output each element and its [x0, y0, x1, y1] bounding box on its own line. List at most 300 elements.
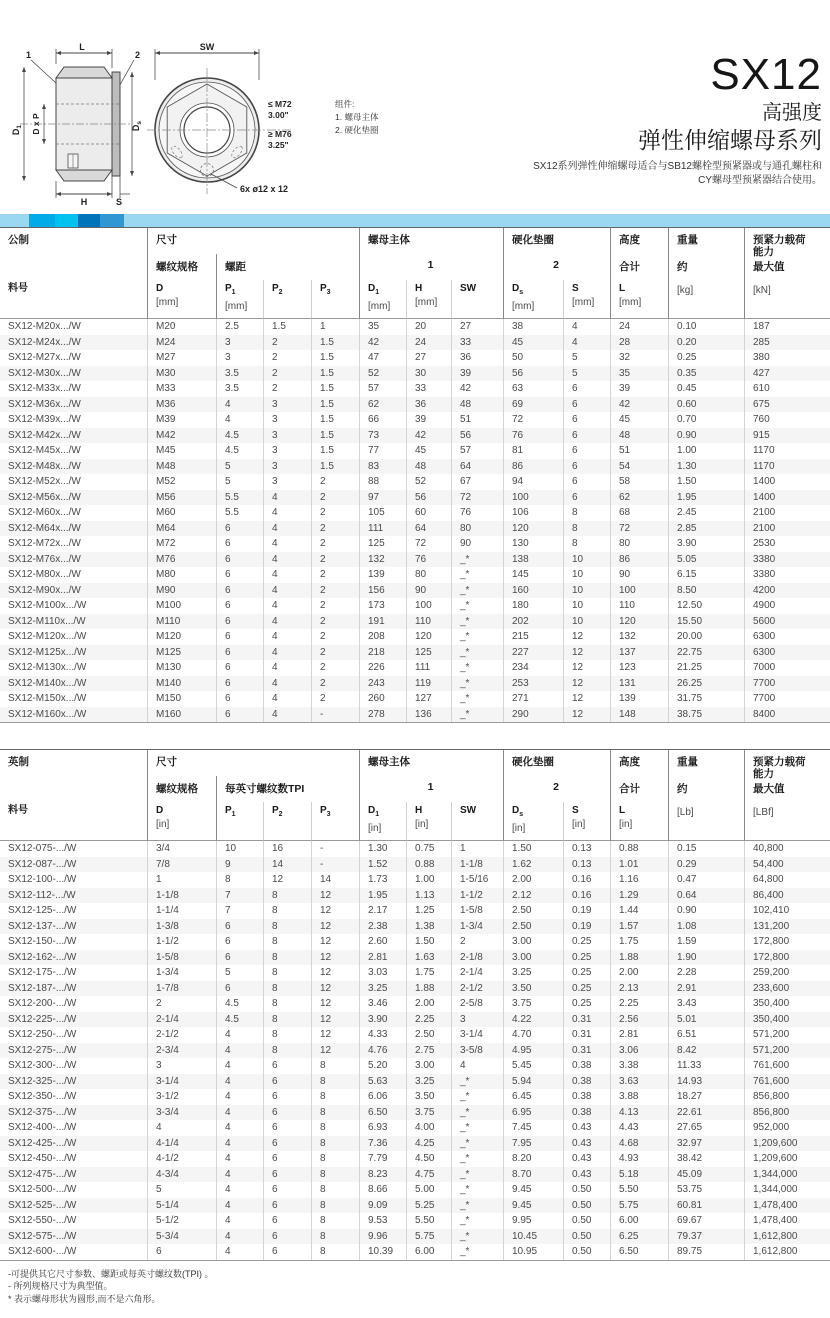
table-cell: 57 [359, 381, 406, 397]
table-cell: 856,800 [744, 1089, 830, 1105]
table-cell: 2-1/4 [451, 965, 503, 981]
column-header: L [mm] [610, 280, 668, 319]
table-cell: 952,000 [744, 1120, 830, 1136]
table-cell: 6 [263, 1167, 311, 1183]
group-header-size: 尺寸 [147, 228, 359, 254]
table-cell: 5-3/4 [147, 1229, 216, 1245]
table-cell: 5 [563, 350, 610, 366]
table-cell: 72 [610, 521, 668, 537]
table-cell: 6.51 [668, 1027, 744, 1043]
table-cell: 69 [503, 397, 563, 413]
table-cell: _* [451, 660, 503, 676]
group-header-preload: 预紧力载荷能力 [744, 228, 830, 254]
table-cell: 915 [744, 428, 830, 444]
table-cell: - [311, 841, 359, 857]
table-cell: 173 [359, 598, 406, 614]
table-cell: 4200 [744, 583, 830, 599]
table-cell: 8.66 [359, 1182, 406, 1198]
table-cell: 10 [563, 614, 610, 630]
table-cell: 0.50 [563, 1198, 610, 1214]
table-cell: 610 [744, 381, 830, 397]
table-cell: 0.90 [668, 428, 744, 444]
table-cell: 8 [563, 505, 610, 521]
table-cell: 4.50 [406, 1151, 451, 1167]
table-cell: 6 [563, 428, 610, 444]
table-cell: 4.5 [216, 1012, 263, 1028]
table-cell: 80 [406, 567, 451, 583]
table-cell: 12 [563, 645, 610, 661]
table-cell: _* [451, 1120, 503, 1136]
table-cell: M24 [147, 335, 216, 351]
table-cell: 0.29 [668, 857, 744, 873]
table-cell: 5600 [744, 614, 830, 630]
table-cell: 5 [147, 1182, 216, 1198]
table-cell: 2.12 [503, 888, 563, 904]
table-cell: 3 [263, 428, 311, 444]
table-cell: 120 [503, 521, 563, 537]
table-cell: 0.25 [563, 996, 610, 1012]
table-cell: 12 [563, 691, 610, 707]
part-number-cell: SX12-125-.../W [8, 905, 77, 916]
part-number-cell: SX12-275-.../W [0, 1043, 147, 1059]
imperial-table [0, 749, 830, 1261]
table-cell: 380 [744, 350, 830, 366]
table-cell: M45 [147, 443, 216, 459]
table-cell: 138 [503, 552, 563, 568]
table-cell: 1-1/2 [147, 934, 216, 950]
table-cell: 1.5 [263, 319, 311, 335]
part-number-cell: SX12-162-.../W [0, 950, 147, 966]
table-cell: M160 [147, 707, 216, 723]
table-cell: 4 [563, 335, 610, 351]
table-cell: 76 [503, 428, 563, 444]
accent-bar-segment [55, 214, 78, 227]
table-cell: 4-1/4 [147, 1136, 216, 1152]
table-cell: 2 [263, 335, 311, 351]
table-cell: 3 [263, 397, 311, 413]
table-cell: 6 [263, 1198, 311, 1214]
table-cell: 1.01 [610, 857, 668, 873]
dim-label-DxP: D x P [31, 113, 41, 135]
part-number-cell: SX12-M20x.../W [8, 321, 81, 332]
table-cell: 2 [311, 629, 359, 645]
table-cell: 8 [311, 1151, 359, 1167]
table-cell: 12 [311, 934, 359, 950]
subheader-total: 合计 [610, 776, 668, 802]
table-cell: 6 [263, 1151, 311, 1167]
table-cell: 38.42 [668, 1151, 744, 1167]
table-cell: 4 [263, 629, 311, 645]
table-cell: 2.5 [216, 319, 263, 335]
legend-item-2: 2. 硬化垫圈 [335, 125, 379, 135]
table-cell: 62 [359, 397, 406, 413]
column-header: 料号 [0, 280, 147, 319]
table-cell: 6 [263, 1136, 311, 1152]
table-cell: M150 [147, 691, 216, 707]
legend-title: 组件: [335, 99, 355, 109]
table-cell: M110 [147, 614, 216, 630]
part-number-cell: SX12-087-.../W [0, 857, 147, 873]
table-cell: 2 [311, 536, 359, 552]
table-cell: 1.95 [359, 888, 406, 904]
table-cell: 6.15 [668, 567, 744, 583]
table-cell: M30 [147, 366, 216, 382]
table-cell: 2100 [744, 521, 830, 537]
table-cell: 139 [359, 567, 406, 583]
table-cell: 1.30 [668, 459, 744, 475]
table-cell: 27 [406, 350, 451, 366]
table-cell: 8.42 [668, 1043, 744, 1059]
table-cell: 131 [610, 676, 668, 692]
part-number-cell: SX12-175-.../W [8, 967, 77, 978]
table-cell: 12 [563, 676, 610, 692]
table-cell: 4 [263, 614, 311, 630]
table-cell: 6 [563, 397, 610, 413]
table-cell: 3 [451, 1012, 503, 1028]
table-cell: 3.88 [610, 1089, 668, 1105]
part-number-cell: SX12-500-.../W [8, 1184, 77, 1195]
table-cell: 0.38 [563, 1089, 610, 1105]
table-cell: 0.43 [563, 1120, 610, 1136]
table-cell: 1.50 [503, 841, 563, 857]
table-cell: 7700 [744, 691, 830, 707]
table-cell: 6 [216, 707, 263, 723]
table-cell: 6 [263, 1229, 311, 1245]
table-cell: M27 [147, 350, 216, 366]
table-cell: 39 [406, 412, 451, 428]
table-cell: 3-1/2 [147, 1089, 216, 1105]
table-cell: 27 [451, 319, 503, 335]
table-cell: 48 [451, 397, 503, 413]
table-cell: 2-1/4 [147, 1012, 216, 1028]
table-cell: 8 [263, 934, 311, 950]
table-cell: 6.45 [503, 1089, 563, 1105]
table-cell: 7 [216, 888, 263, 904]
table-cell: 4 [563, 319, 610, 335]
table-cell: 2 [263, 366, 311, 382]
table-cell: 12 [311, 950, 359, 966]
table-cell: _* [451, 583, 503, 599]
table-cell: 80 [451, 521, 503, 537]
table-cell: 285 [744, 335, 830, 351]
table-cell: 5.94 [503, 1074, 563, 1090]
table-cell: 90 [610, 567, 668, 583]
table-cell: 4 [216, 1043, 263, 1059]
table-cell: 1-5/8 [147, 950, 216, 966]
table-cell: _* [451, 707, 503, 723]
table-cell: 67 [451, 474, 503, 490]
table-cell: 6 [216, 583, 263, 599]
table-cell: 28 [610, 335, 668, 351]
table-cell: 7.95 [503, 1136, 563, 1152]
table-cell: 6 [263, 1213, 311, 1229]
table-cell: 2-1/8 [451, 950, 503, 966]
part-number-cell: SX12-M130x.../W [8, 662, 87, 673]
table-cell: 120 [610, 614, 668, 630]
table-cell: 2 [311, 567, 359, 583]
table-cell: M76 [147, 552, 216, 568]
le-inch: 3.00" [268, 110, 289, 120]
part-number-cell: SX12-187-.../W [0, 981, 147, 997]
subheader-max: 最大值 [744, 776, 830, 802]
table-cell: 18.27 [668, 1089, 744, 1105]
table-cell: 1,344,000 [744, 1182, 830, 1198]
table-cell: 36 [406, 397, 451, 413]
part-number-cell: SX12-M56x.../W [0, 490, 147, 506]
accent-bar-segment [100, 214, 124, 227]
group-header-washer: 硬化垫圈 [503, 750, 610, 776]
table-cell: 5.01 [668, 1012, 744, 1028]
part-number-cell: SX12-M27x.../W [8, 352, 81, 363]
table-cell: 8 [263, 981, 311, 997]
table-cell: 1.5 [311, 350, 359, 366]
table-cell: 571,200 [744, 1043, 830, 1059]
table-cell: 88 [359, 474, 406, 490]
table-cell: 6.00 [406, 1244, 451, 1260]
table-cell: 1.57 [610, 919, 668, 935]
table-cell: 10 [563, 598, 610, 614]
table-cell: 0.31 [563, 1012, 610, 1028]
table-cell: 57 [451, 443, 503, 459]
table-cell: 3 [147, 1058, 216, 1074]
table-cell: 3-1/4 [451, 1027, 503, 1043]
table-cell: 3.63 [610, 1074, 668, 1090]
table-cell: 4 [216, 1105, 263, 1121]
table-cell: 0.35 [668, 366, 744, 382]
part-number-cell: SX12-600-.../W [8, 1246, 77, 1257]
table-cell: 6 [263, 1105, 311, 1121]
table-cell: 45 [503, 335, 563, 351]
table-cell: 100 [503, 490, 563, 506]
table-cell: 22.61 [668, 1105, 744, 1121]
table-cell: 6 [563, 443, 610, 459]
table-cell: 2-1/2 [147, 1027, 216, 1043]
column-header: $P_3$ [311, 802, 359, 841]
table-cell: 8400 [744, 707, 830, 723]
table-cell: 243 [359, 676, 406, 692]
table-cell: 10 [563, 583, 610, 599]
table-cell: 3.25 [503, 965, 563, 981]
column-header: $D_1$ [in] [359, 802, 406, 841]
table-cell: 3.00 [406, 1058, 451, 1074]
table-cell: _* [451, 1105, 503, 1121]
table-cell: M125 [147, 645, 216, 661]
table-cell: 0.38 [563, 1105, 610, 1121]
table-cell: 6 [216, 536, 263, 552]
table-cell: 8 [263, 965, 311, 981]
table-cell: M39 [147, 412, 216, 428]
table-cell: 56 [451, 428, 503, 444]
table-cell: 5.5 [216, 490, 263, 506]
dim-label-L: L [79, 42, 85, 52]
table-cell: 4 [216, 1058, 263, 1074]
table-cell: 1.00 [406, 872, 451, 888]
table-cell: 1400 [744, 490, 830, 506]
part-number-cell: SX12-M60x.../W [8, 507, 81, 518]
table-cell: 1.73 [359, 872, 406, 888]
table-cell: 6.25 [610, 1229, 668, 1245]
table-cell: 1.63 [406, 950, 451, 966]
table-cell: 5.00 [406, 1182, 451, 1198]
table-cell: 3 [263, 412, 311, 428]
table-cell: 51 [610, 443, 668, 459]
table-cell: 72 [406, 536, 451, 552]
accent-bar [0, 214, 830, 227]
table-cell: 172,800 [744, 934, 830, 950]
table-cell: 8 [263, 1027, 311, 1043]
column-header: S [mm] [563, 280, 610, 319]
table-cell: 106 [503, 505, 563, 521]
table-cell: 12.50 [668, 598, 744, 614]
table-cell: M36 [147, 397, 216, 413]
table-cell: 6.95 [503, 1105, 563, 1121]
legend-item-1: 1. 螺母主体 [335, 112, 379, 122]
table-cell: 58 [610, 474, 668, 490]
table-cell: 6 [216, 950, 263, 966]
table-cell: 51 [451, 412, 503, 428]
group-header-weight: 重量 [668, 228, 744, 254]
table-cell: 4 [263, 490, 311, 506]
table-cell: 3-3/4 [147, 1105, 216, 1121]
group-header-weight: 重量 [668, 750, 744, 776]
group-header-nut-body: 螺母主体 [359, 228, 503, 254]
table-cell: 53.75 [668, 1182, 744, 1198]
column-header: $D_1$ [mm] [359, 280, 406, 319]
table-cell: 148 [610, 707, 668, 723]
table-cell: 120 [406, 629, 451, 645]
thread-size-note [268, 99, 292, 151]
table-cell: 4 [263, 521, 311, 537]
table-cell: 4 [216, 1151, 263, 1167]
table-cell: 2.56 [610, 1012, 668, 1028]
table-cell: 1.52 [359, 857, 406, 873]
table-cell: 5 [216, 474, 263, 490]
table-cell: 3.46 [359, 996, 406, 1012]
table-cell: 2100 [744, 505, 830, 521]
table-cell: 3-5/8 [451, 1043, 503, 1059]
table-cell: 4 [216, 1120, 263, 1136]
table-cell: _* [451, 1213, 503, 1229]
table-cell: 111 [406, 660, 451, 676]
table-cell: 123 [610, 660, 668, 676]
table-cell: 6 [216, 598, 263, 614]
table-cell: 89.75 [668, 1244, 744, 1260]
table-cell: 4 [216, 1198, 263, 1214]
table-cell: 5.5 [216, 505, 263, 521]
table-cell: 12 [563, 707, 610, 723]
table-cell: 0.43 [563, 1136, 610, 1152]
table-cell: 5 [216, 459, 263, 475]
table-cell: 8 [311, 1213, 359, 1229]
table-cell: 1.13 [406, 888, 451, 904]
accent-bar-segment [29, 214, 55, 227]
table-cell: 1-5/8 [451, 903, 503, 919]
part-number-cell: SX12-M150x.../W [8, 693, 87, 704]
table-cell: 12 [563, 629, 610, 645]
table-cell: 6 [216, 676, 263, 692]
table-cell: 2 [311, 521, 359, 537]
table-cell: 111 [359, 521, 406, 537]
table-cell: 80 [610, 536, 668, 552]
table-cell: 3.03 [359, 965, 406, 981]
table-cell: 160 [503, 583, 563, 599]
table-cell: 4.5 [216, 428, 263, 444]
table-cell: 6 [216, 919, 263, 935]
table-cell: _* [451, 552, 503, 568]
table-cell: 3.25 [406, 1074, 451, 1090]
table-cell: 0.19 [563, 919, 610, 935]
part-number-cell: SX12-100-.../W [8, 874, 77, 885]
table-cell: 12 [263, 872, 311, 888]
table-cell: 0.88 [610, 841, 668, 857]
table-cell: 3.00 [503, 950, 563, 966]
page-description: SX12系列弹性伸缩螺母适合与SB12螺栓型预紧器或与通孔螺柱和 CY螺母型预紧器结合使用。 [533, 161, 822, 186]
unit-system-label: 英制 [8, 756, 29, 768]
part-number-cell: SX12-200-.../W [8, 998, 77, 1009]
table-cell: 7/8 [147, 857, 216, 873]
table-cell: 14 [263, 857, 311, 873]
table-cell: 6 [147, 1244, 216, 1260]
part-number-cell: SX12-350-.../W [8, 1091, 77, 1102]
table-cell: 76 [406, 552, 451, 568]
table-cell: 7.45 [503, 1120, 563, 1136]
table-cell: 22.75 [668, 645, 744, 661]
table-cell: 102,410 [744, 903, 830, 919]
table-cell: 2.85 [668, 521, 744, 537]
table-cell: 8 [263, 888, 311, 904]
table-cell: 8.20 [503, 1151, 563, 1167]
table-cell: 1-3/8 [147, 919, 216, 935]
column-header: S [in] [563, 802, 610, 841]
table-cell: _* [451, 1167, 503, 1183]
table-cell: 4 [216, 397, 263, 413]
table-cell: 3 [216, 350, 263, 366]
table-cell: 6.06 [359, 1089, 406, 1105]
table-cell: 2-3/4 [147, 1043, 216, 1059]
table-cell: 4.5 [216, 996, 263, 1012]
part-number-cell: SX12-550-.../W [8, 1215, 77, 1226]
table-cell: 1,209,600 [744, 1151, 830, 1167]
table-cell: M100 [147, 598, 216, 614]
table-cell: 8 [563, 536, 610, 552]
table-cell: 27.65 [668, 1120, 744, 1136]
table-cell: 0.90 [668, 903, 744, 919]
table-cell: 76 [451, 505, 503, 521]
table-cell: M42 [147, 428, 216, 444]
table-cell: 83 [359, 459, 406, 475]
table-cell: 68 [610, 505, 668, 521]
table-cell: 1.88 [610, 950, 668, 966]
table-cell: 4.00 [406, 1120, 451, 1136]
table-cell: 2 [311, 552, 359, 568]
part-number-cell: SX12-M100x.../W [8, 600, 87, 611]
table-cell: 8 [311, 1058, 359, 1074]
table-cell: 0.47 [668, 872, 744, 888]
table-cell: 2 [263, 350, 311, 366]
table-cell: 187 [744, 319, 830, 335]
table-cell: 0.45 [668, 381, 744, 397]
column-header: $D_s$ [in] [503, 802, 563, 841]
table-cell: 0.50 [563, 1182, 610, 1198]
table-cell: 2 [311, 660, 359, 676]
table-cell: 5.20 [359, 1058, 406, 1074]
table-cell: 1.95 [668, 490, 744, 506]
table-cell: 3/4 [147, 841, 216, 857]
table-cell: _* [451, 645, 503, 661]
table-cell: 2-5/8 [451, 996, 503, 1012]
table-cell: 3.75 [406, 1105, 451, 1121]
column-header: $P_2$ [263, 802, 311, 841]
